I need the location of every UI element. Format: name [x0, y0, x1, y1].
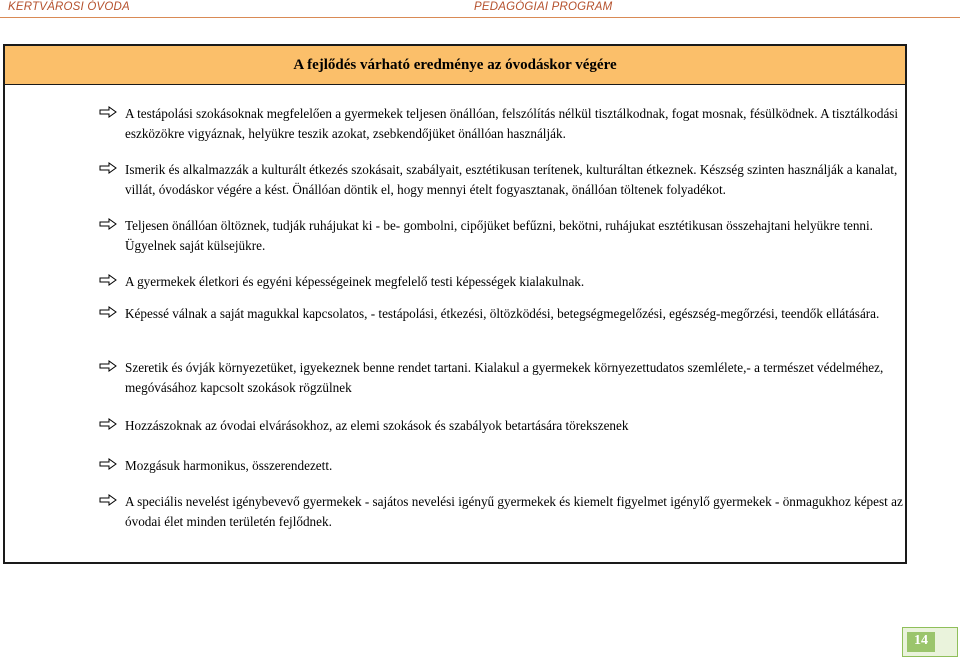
header-divider — [0, 17, 960, 18]
header-left: KERTVÁROSI ÓVODA — [8, 1, 130, 13]
page-number: 14 — [914, 633, 928, 648]
arrow-bullet-icon — [99, 274, 117, 286]
list-item-text: Teljesen önállóan öltöznek, tudják ruhájukat ki - be- gombolni, cipőjüket befűzni, bekötni, ruhájukat esztétikusan összehajtani helyükre tenni. Ügyelnek saját külsejükre. — [125, 218, 873, 253]
list-item-text: A testápolási szokásoknak megfelelően a gyermekek teljesen önállóan, felszólítás nélkül tisztálkodnak, fogat mosnak, fésülködnek. A tisztálkodási eszközökre vigyáznak, helyükre teszik azokat, zsebkendőjüket önállóan használják. — [125, 106, 899, 141]
list-item-text: A speciális nevelést igénybevevő gyermekek - sajátos nevelési igényű gyermekek és kiemelt figyelmet igénylő gyermekek - önmagukhoz képest az óvodai élet minden területén fejlődnek. — [125, 494, 903, 529]
list-item-text: Szeretik és óvják környezetüket, igyekeznek benne rendet tartani. Kialakul a gyermekek környezettudatos szemlélete,- a természet védelméhez, megóvásához kapcsolt szokások rögzülnek — [125, 360, 884, 395]
arrow-bullet-icon — [99, 418, 117, 430]
page-number-box — [902, 627, 958, 657]
list-item-text: Képessé válnak a saját magukkal kapcsolatos, - testápolási, étkezési, öltözködési, betegségmegelőzési, egészség-megőrzési, teendők ellátására. — [125, 306, 880, 321]
title-band — [5, 46, 905, 85]
arrow-bullet-icon — [99, 458, 117, 470]
arrow-bullet-icon — [99, 218, 117, 230]
arrow-bullet-icon — [99, 162, 117, 174]
page-header — [0, 0, 960, 16]
list-item-text: A gyermekek életkori és egyéni képességeinek megfelelő testi képességek kialakulnak. — [125, 274, 585, 289]
arrow-bullet-icon — [99, 306, 117, 318]
list-item-text: Mozgásuk harmonikus, összerendezett. — [125, 458, 333, 473]
list-item-text: Ismerik és alkalmazzák a kulturált étkezés szokásait, szabályait, esztétikusan terítenek, kulturáltan étkeznek. Készség szinten használják a kanalat, villát, óvodáskor végére a kést. Önállóan döntik el, hogy mennyi ételt fogyasztanak, önállóan töltenek folyadékot. — [125, 162, 898, 197]
page-number-badge — [907, 632, 935, 652]
header-right: PEDAGÓGIAI PROGRAM — [474, 1, 613, 13]
arrow-bullet-icon — [99, 106, 117, 118]
section-title: A fejlődés várható eredménye az óvodáskor végére — [293, 57, 617, 73]
arrow-bullet-icon — [99, 494, 117, 506]
arrow-bullet-icon — [99, 360, 117, 372]
content-box — [3, 44, 907, 564]
list-item-text: Hozzászoknak az óvodai elvárásokhoz, az elemi szokások és szabályok betartására törekszenek — [125, 418, 629, 433]
